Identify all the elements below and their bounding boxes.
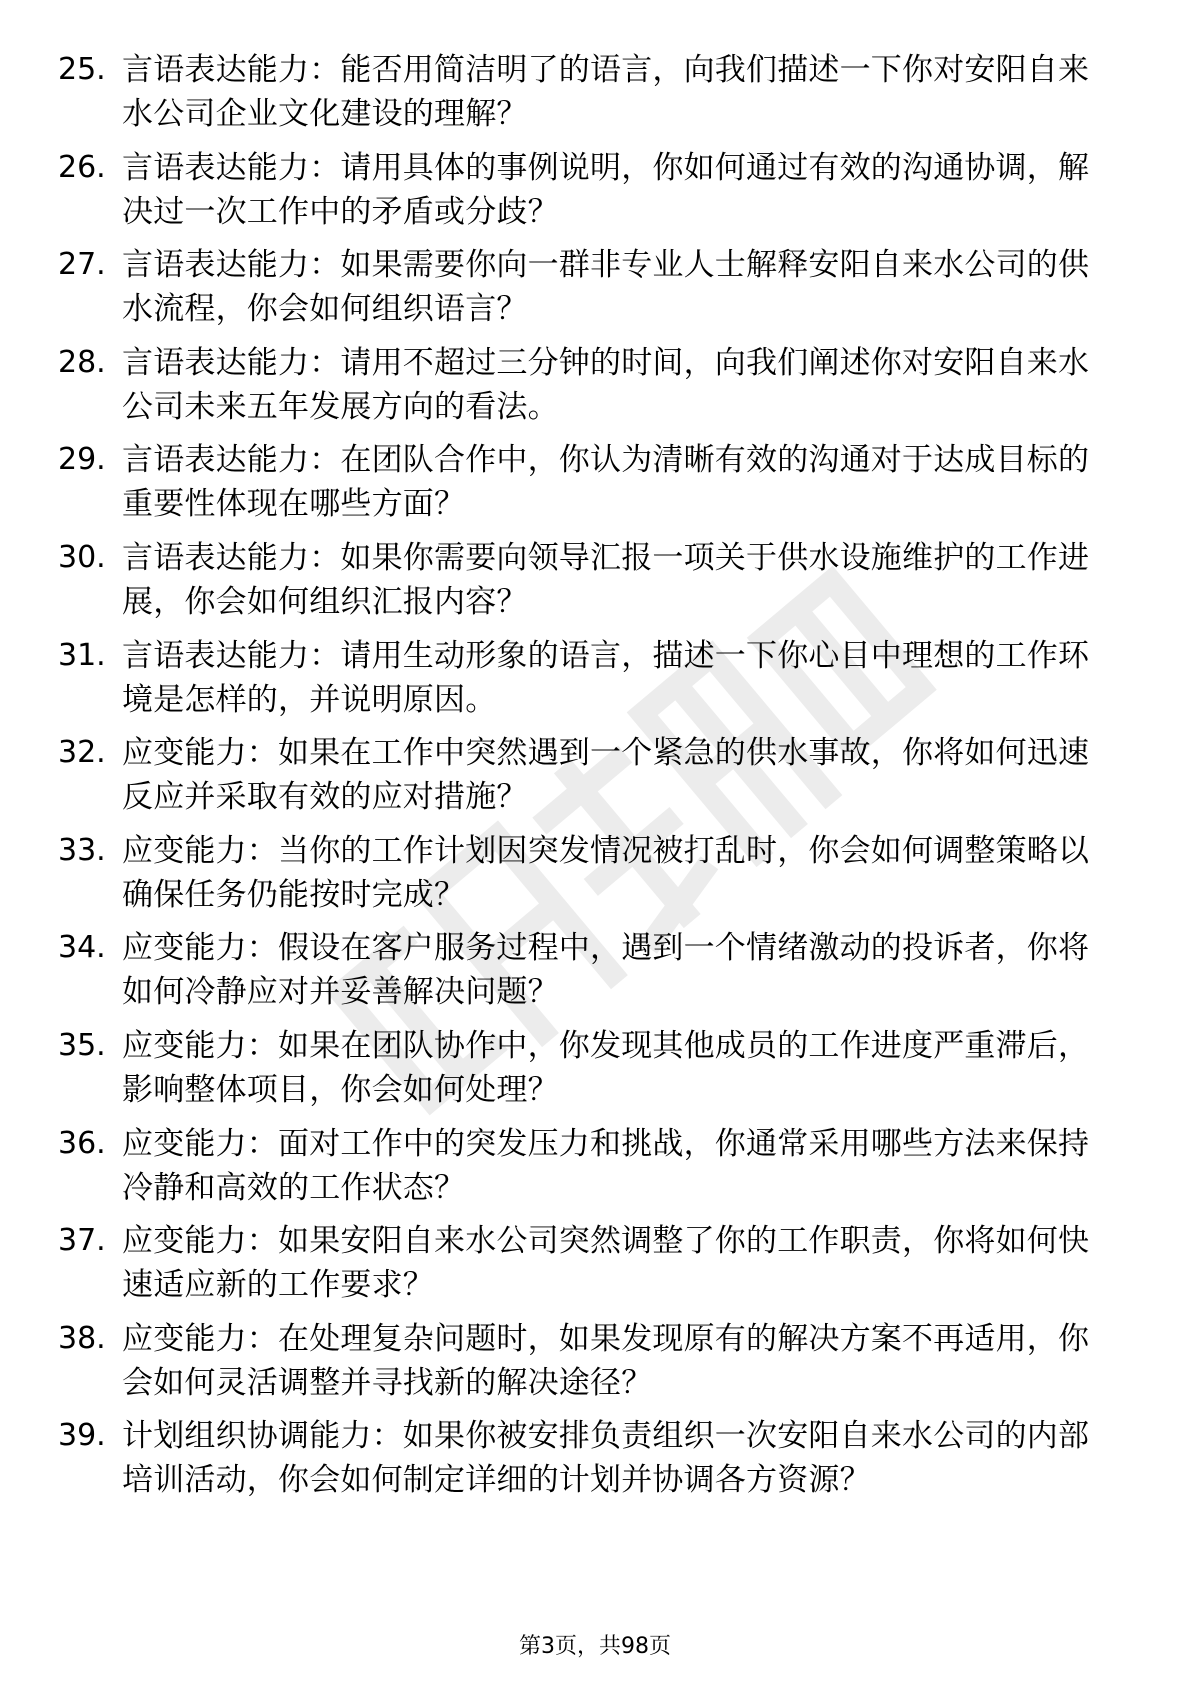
question-item — [58, 536, 1118, 634]
question-number: 28. — [58, 344, 106, 380]
question-number: 30. — [58, 539, 106, 575]
question-item — [58, 829, 1118, 927]
question-text: 应变能力：如果安阳自来水公司突然调整了你的工作职责，你将如何快速适应新的工作要求？ — [122, 1223, 1090, 1304]
question-text: 应变能力：假设在客户服务过程中，遇到一个情绪激动的投诉者，你将如何冷静应对并妥善解决问题？ — [122, 930, 1090, 1011]
question-number: 29. — [58, 442, 106, 478]
question-number: 32. — [58, 735, 106, 771]
question-number: 26. — [58, 149, 106, 185]
question-item — [58, 731, 1118, 829]
question-text: 言语表达能力：如果需要你向一群非专业人士解释安阳自来水公司的供水流程，你会如何组织语言？ — [122, 247, 1090, 328]
question-text: 应变能力：如果在团队协作中，你发现其他成员的工作进度严重滞后，影响整体项目，你会如何处理？ — [122, 1027, 1090, 1108]
question-text: 应变能力：如果在工作中突然遇到一个紧急的供水事故，你将如何迅速反应并采取有效的应对措施？ — [122, 735, 1090, 816]
question-item — [58, 1317, 1118, 1415]
question-text: 言语表达能力：请用具体的事例说明，你如何通过有效的沟通协调，解决过一次工作中的矛盾或分歧？ — [122, 149, 1090, 230]
question-number: 31. — [58, 637, 106, 673]
question-text: 言语表达能力：请用生动形象的语言，描述一下你心目中理想的工作环境是怎样的，并说明原因。 — [122, 637, 1090, 718]
question-item — [58, 438, 1118, 536]
page-number-footer: 第3页，共98页 — [519, 1634, 671, 1659]
question-text: 计划组织协调能力：如果你被安排负责组织一次安阳自来水公司的内部培训活动，你会如何制定详细的计划并协调各方资源？ — [122, 1418, 1090, 1499]
question-item — [58, 48, 1118, 146]
question-number: 34. — [58, 930, 106, 966]
question-number: 35. — [58, 1027, 106, 1063]
question-number: 27. — [58, 247, 106, 283]
question-item — [58, 341, 1118, 439]
question-number: 37. — [58, 1223, 106, 1259]
question-item — [58, 926, 1118, 1024]
question-item — [58, 1024, 1118, 1122]
question-item — [58, 1122, 1118, 1220]
question-item — [58, 1414, 1118, 1512]
question-item — [58, 1219, 1118, 1317]
question-text: 言语表达能力：请用不超过三分钟的时间，向我们阐述你对安阳自来水公司未来五年发展方向的看法。 — [122, 344, 1090, 425]
question-list — [58, 48, 1118, 1512]
question-text: 应变能力：面对工作中的突发压力和挑战，你通常采用哪些方法来保持冷静和高效的工作状态？ — [122, 1125, 1090, 1206]
question-text: 应变能力：在处理复杂问题时，如果发现原有的解决方案不再适用，你会如何灵活调整并寻找新的解决途径？ — [122, 1320, 1090, 1401]
question-number: 39. — [58, 1418, 106, 1454]
question-number: 36. — [58, 1125, 106, 1161]
question-text: 言语表达能力：能否用简洁明了的语言，向我们描述一下你对安阳自来水公司企业文化建设的理解？ — [122, 52, 1090, 132]
question-item — [58, 634, 1118, 732]
question-item — [58, 146, 1118, 244]
question-text: 言语表达能力：在团队合作中，你认为清晰有效的沟通对于达成目标的重要性体现在哪些方面？ — [122, 442, 1090, 523]
question-item — [58, 243, 1118, 341]
question-text: 言语表达能力：如果你需要向领导汇报一项关于供水设施维护的工作进展，你会如何组织汇报内容？ — [122, 539, 1090, 620]
question-number: 33. — [58, 832, 106, 868]
question-text: 应变能力：当你的工作计划因突发情况被打乱时，你会如何调整策略以确保任务仍能按时完成？ — [122, 832, 1090, 913]
question-number: 25. — [58, 52, 106, 87]
question-number: 38. — [58, 1320, 106, 1356]
